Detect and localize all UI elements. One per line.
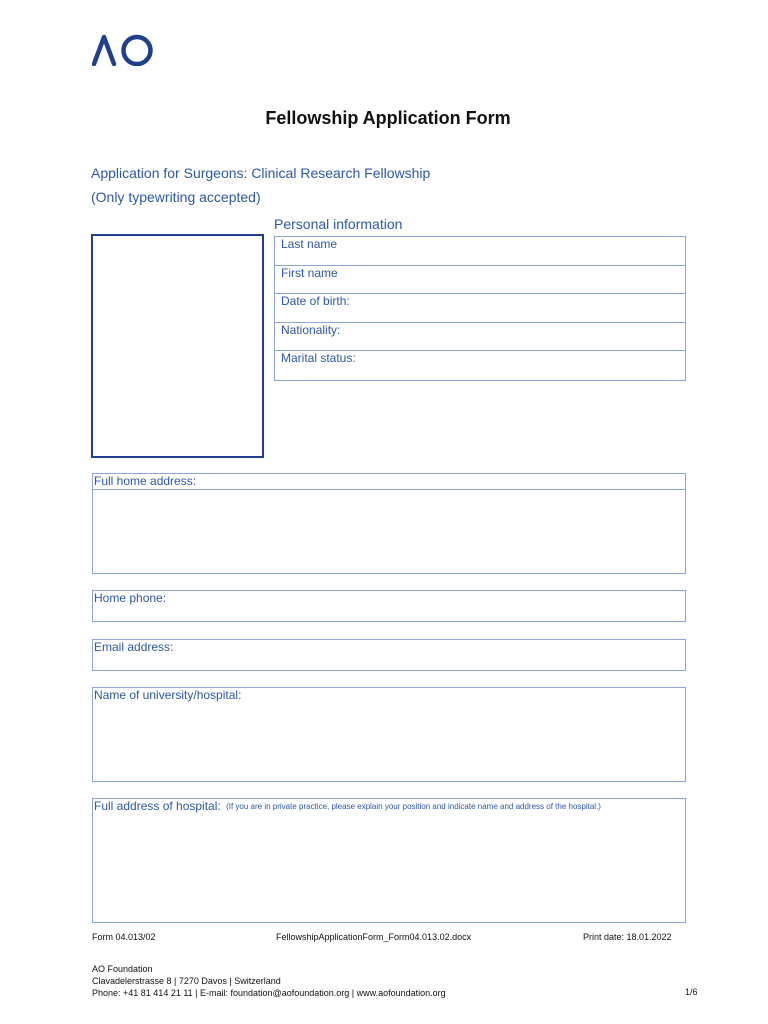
hospital-address-field[interactable]	[92, 798, 686, 923]
date-of-birth-label: Date of birth:	[281, 294, 350, 309]
nationality-field[interactable]	[275, 323, 685, 352]
org-info	[92, 963, 446, 999]
org-name: AO Foundation	[92, 964, 153, 974]
org-address: Clavadelerstrasse 8 | 7270 Davos | Switzerland	[92, 976, 281, 986]
last-name-field[interactable]	[275, 237, 685, 266]
hospital-address-label-row	[93, 799, 685, 814]
marital-status-label: Marital status:	[281, 351, 356, 366]
personal-info-table	[274, 236, 686, 381]
university-hospital-label: Name of university/hospital:	[94, 688, 242, 702]
subtitle-typewriting-note: (Only typewriting accepted)	[91, 189, 261, 205]
form-title: Fellowship Application Form	[265, 108, 511, 128]
first-name-label: First name	[281, 265, 338, 280]
file-name: FellowshipApplicationForm_Form04.013.02.docx	[276, 932, 472, 942]
subtitle-fellowship-type: Application for Surgeons: Clinical Research Fellowship	[91, 165, 431, 181]
home-address-label: Full home address:	[93, 474, 685, 490]
private-practice-note: (If you are in private practice, please explain your position and indicate name and address of the hospital.)	[226, 802, 601, 811]
hospital-address-label: Full address of hospital:	[94, 799, 221, 813]
photo-box[interactable]	[91, 234, 264, 458]
ao-logo	[92, 34, 154, 66]
form-subtitle	[91, 161, 430, 209]
home-phone-field[interactable]	[92, 590, 686, 622]
page-number: 1/6	[685, 987, 698, 997]
date-of-birth-field[interactable]	[275, 294, 685, 323]
university-hospital-field[interactable]	[92, 687, 686, 782]
first-name-field[interactable]	[275, 266, 685, 295]
last-name-label: Last name	[281, 237, 338, 251]
home-address-field[interactable]	[92, 473, 686, 574]
print-date: Print date: 18.01.2022	[583, 932, 672, 942]
personal-info-heading: Personal information	[274, 216, 403, 232]
form-code: Form 04.013/02	[92, 932, 156, 942]
org-contact: Phone: +41 81 414 21 11 | E-mail: foundation@aofoundation.org | www.aofoundation.org	[92, 988, 446, 998]
email-field[interactable]	[92, 639, 686, 671]
nationality-label: Nationality:	[281, 322, 341, 337]
marital-status-field[interactable]	[275, 351, 685, 380]
email-label: Email address:	[94, 640, 174, 654]
home-phone-label: Home phone:	[94, 591, 167, 605]
